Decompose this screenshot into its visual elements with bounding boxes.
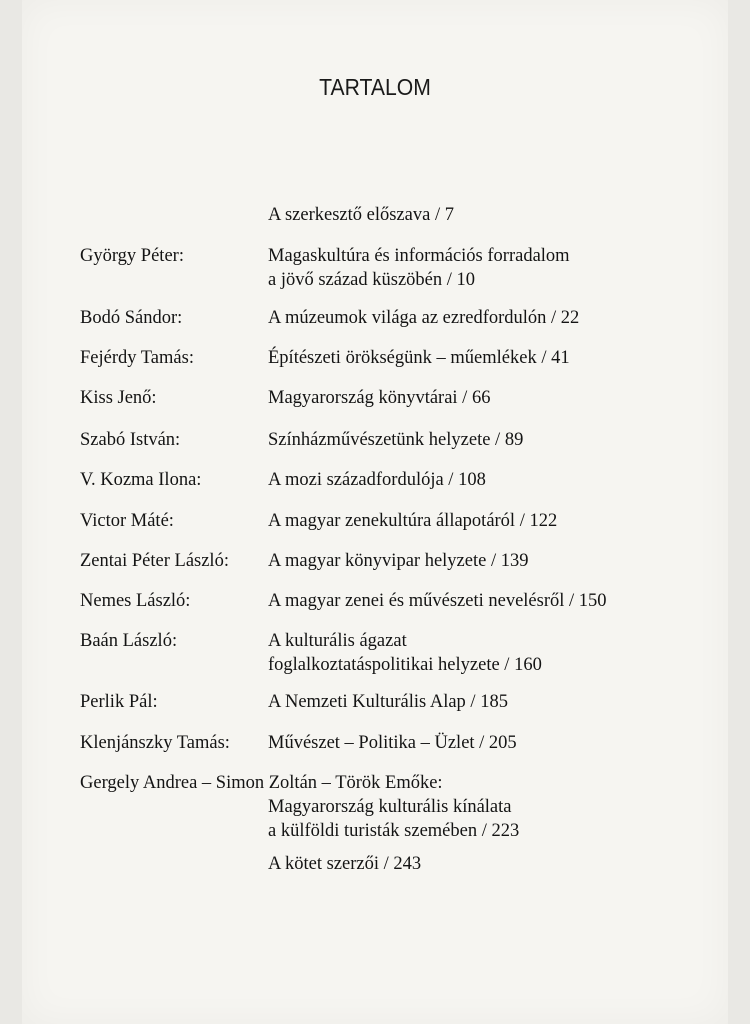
toc-work-title	[268, 306, 579, 330]
toc-line: A Nemzeti Kulturális Alap / 185	[268, 692, 508, 712]
toc-line: A kulturális ágazat	[268, 631, 407, 651]
toc-author: Nemes László:	[80, 591, 191, 611]
toc-author: Kiss Jenő:	[80, 388, 157, 408]
toc-work-title	[268, 386, 490, 410]
toc-author: Baán László:	[80, 631, 178, 651]
toc-line: Magaskultúra és információs forradalom	[268, 246, 570, 266]
toc-line: Építészeti örökségünk – műemlékek / 41	[268, 348, 570, 368]
toc-line: A kötet szerzői / 243	[268, 854, 422, 874]
toc-line: Színházművészetünk helyzete / 89	[268, 430, 524, 450]
toc-line: foglalkoztatáspolitikai helyzete / 160	[268, 655, 542, 675]
toc-author: Victor Máté:	[80, 511, 174, 531]
toc-work-title	[268, 731, 517, 755]
toc-line: Magyarország kulturális kínálata	[268, 797, 512, 817]
toc-line: A mozi századfordulója / 108	[268, 470, 486, 490]
toc-work-title	[268, 244, 570, 292]
toc-author: Klenjánszky Tamás:	[80, 733, 230, 753]
book-page	[22, 0, 728, 1024]
toc-line: a jövő század küszöbén / 10	[268, 270, 476, 290]
toc-line: Művészet – Politika – Üzlet / 205	[268, 733, 517, 753]
toc-line: A magyar zenekultúra állapotáról / 122	[268, 511, 558, 531]
toc-author: Szabó István:	[80, 430, 181, 450]
toc-author: Zentai Péter László:	[80, 551, 229, 571]
toc-line: a külföldi turisták szemében / 223	[268, 821, 520, 841]
toc-line: A múzeumok világa az ezredfordulón / 22	[268, 308, 580, 328]
toc-author: Bodó Sándor:	[80, 308, 183, 328]
toc-line: A szerkesztő előszava / 7	[268, 205, 454, 225]
toc-work-title	[268, 795, 519, 843]
toc-line: A magyar könyvipar helyzete / 139	[268, 551, 529, 571]
page-title: TARTALOM	[319, 74, 431, 100]
toc-author: Gergely Andrea – Simon Zoltán – Török Emőke:	[80, 773, 443, 793]
toc-work-title	[268, 690, 508, 714]
toc-line: A magyar zenei és művészeti nevelésről / 150	[268, 591, 607, 611]
toc-work-title	[268, 589, 607, 613]
toc-work-title	[268, 468, 486, 492]
toc-author: V. Kozma Ilona:	[80, 470, 202, 490]
toc-line: Magyarország könyvtárai / 66	[268, 388, 491, 408]
toc-author: Perlik Pál:	[80, 692, 158, 712]
toc-work-title	[268, 852, 421, 876]
toc-work-title	[268, 629, 542, 677]
toc-work-title	[268, 428, 523, 452]
toc-work-title	[268, 509, 557, 533]
toc-work-title	[268, 549, 528, 573]
toc-author: György Péter:	[80, 246, 184, 266]
toc-author: Fejérdy Tamás:	[80, 348, 194, 368]
toc-work-title	[268, 346, 570, 370]
toc-work-title	[268, 203, 454, 227]
